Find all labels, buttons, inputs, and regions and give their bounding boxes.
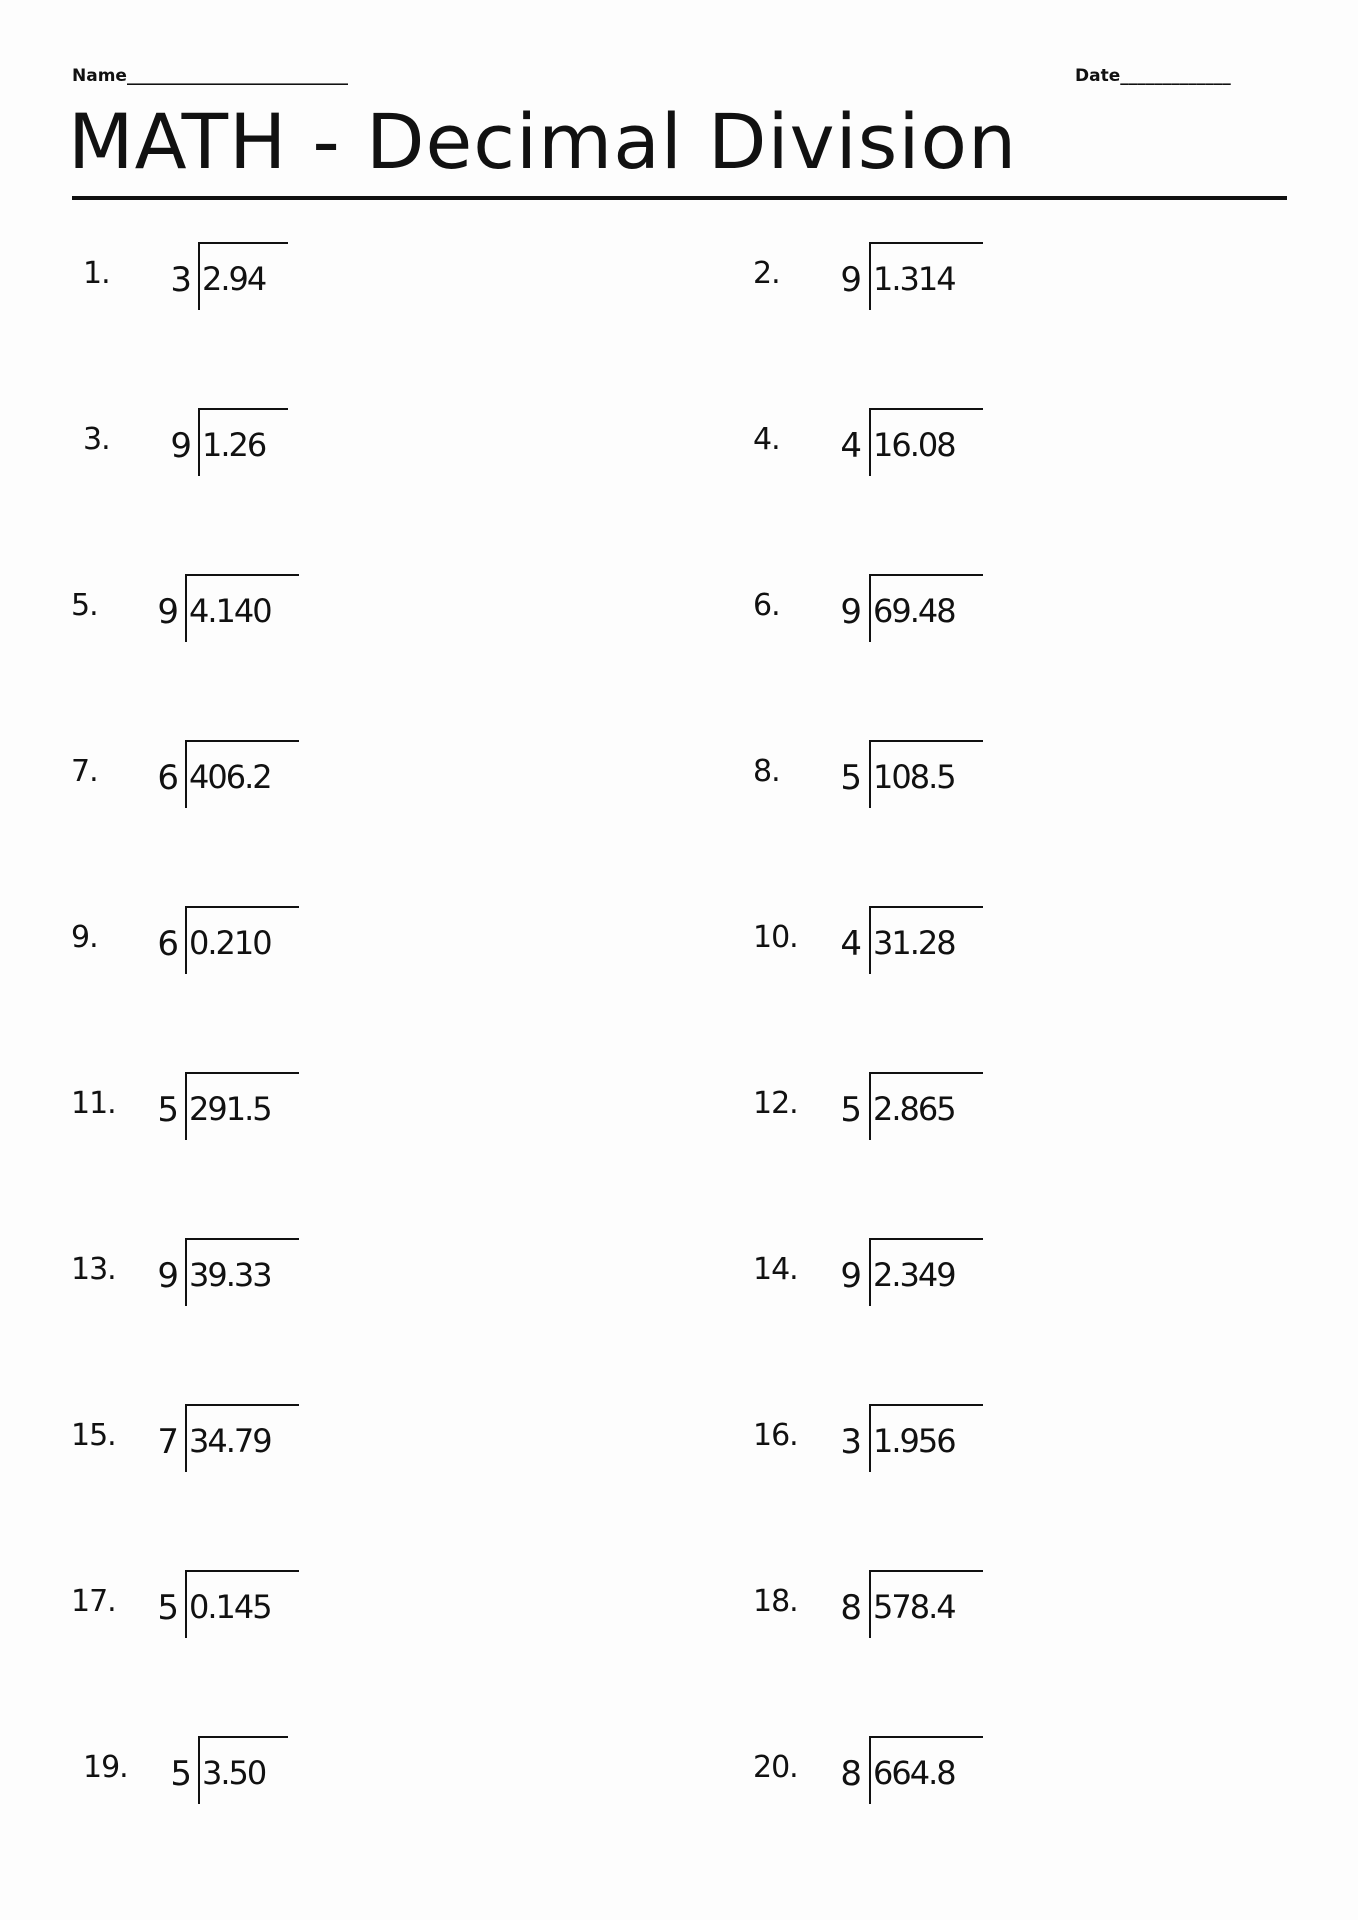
dividend: 1.314 — [873, 260, 955, 298]
divisor: 9 — [840, 592, 862, 632]
problem-number: 15. — [71, 1418, 116, 1453]
divisor: 5 — [840, 1090, 862, 1130]
divisor: 3 — [170, 260, 192, 300]
problem-number: 14. — [753, 1252, 798, 1287]
problem-number: 12. — [753, 1086, 798, 1121]
problem-item — [0, 1736, 1358, 1826]
dividend: 108.5 — [873, 758, 955, 796]
problem-number: 16. — [753, 1418, 798, 1453]
dividend: 664.8 — [873, 1754, 955, 1792]
problem-item — [0, 740, 1358, 830]
divisor: 8 — [840, 1588, 862, 1628]
date-field[interactable]: Date_____________ — [1075, 66, 1231, 86]
problem-number: 5. — [71, 588, 98, 623]
problem-item — [0, 242, 1358, 332]
dividend: 2.94 — [202, 260, 266, 298]
divisor: 9 — [157, 1256, 179, 1296]
problem-number: 17. — [71, 1584, 116, 1619]
problem-item — [0, 1238, 1358, 1328]
divisor: 9 — [157, 592, 179, 632]
problem-number: 4. — [753, 422, 780, 457]
divisor: 4 — [840, 426, 862, 466]
problem-number: 2. — [753, 256, 780, 291]
problem-number: 11. — [71, 1086, 116, 1121]
problem-item — [0, 1404, 1358, 1494]
problem-number: 6. — [753, 588, 780, 623]
dividend: 34.79 — [189, 1422, 271, 1460]
dividend: 39.33 — [189, 1256, 271, 1294]
dividend: 578.4 — [873, 1588, 955, 1626]
dividend: 2.349 — [873, 1256, 955, 1294]
dividend: 31.28 — [873, 924, 955, 962]
problem-item — [0, 1570, 1358, 1660]
dividend: 69.48 — [873, 592, 955, 630]
dividend: 0.145 — [189, 1588, 271, 1626]
divisor: 5 — [840, 758, 862, 798]
divisor: 6 — [157, 758, 179, 798]
problem-number: 13. — [71, 1252, 116, 1287]
divisor: 7 — [157, 1422, 179, 1462]
dividend: 4.140 — [189, 592, 271, 630]
divisor: 5 — [170, 1754, 192, 1794]
problem-number: 1. — [83, 256, 110, 291]
problem-number: 9. — [71, 920, 98, 955]
problem-number: 3. — [83, 422, 110, 457]
divisor: 9 — [840, 260, 862, 300]
dividend: 3.50 — [202, 1754, 266, 1792]
name-field[interactable]: Name__________________________ — [72, 66, 348, 86]
problem-item — [0, 574, 1358, 664]
divisor: 5 — [157, 1090, 179, 1130]
dividend: 16.08 — [873, 426, 955, 464]
dividend: 2.865 — [873, 1090, 955, 1128]
problem-item — [0, 408, 1358, 498]
problem-number: 7. — [71, 754, 98, 789]
dividend: 406.2 — [189, 758, 271, 796]
dividend: 1.956 — [873, 1422, 955, 1460]
divisor: 5 — [157, 1588, 179, 1628]
dividend: 1.26 — [202, 426, 266, 464]
problem-number: 8. — [753, 754, 780, 789]
page-title: MATH - Decimal Division — [68, 97, 1018, 186]
divisor: 8 — [840, 1754, 862, 1794]
dividend: 291.5 — [189, 1090, 271, 1128]
divisor: 9 — [840, 1256, 862, 1296]
divisor: 6 — [157, 924, 179, 964]
problem-number: 20. — [753, 1750, 798, 1785]
problem-number: 10. — [753, 920, 798, 955]
problem-item — [0, 906, 1358, 996]
dividend: 0.210 — [189, 924, 271, 962]
divisor: 3 — [840, 1422, 862, 1462]
divisor: 4 — [840, 924, 862, 964]
problem-number: 18. — [753, 1584, 798, 1619]
problem-number: 19. — [83, 1750, 128, 1785]
problem-item — [0, 1072, 1358, 1162]
divisor: 9 — [170, 426, 192, 466]
